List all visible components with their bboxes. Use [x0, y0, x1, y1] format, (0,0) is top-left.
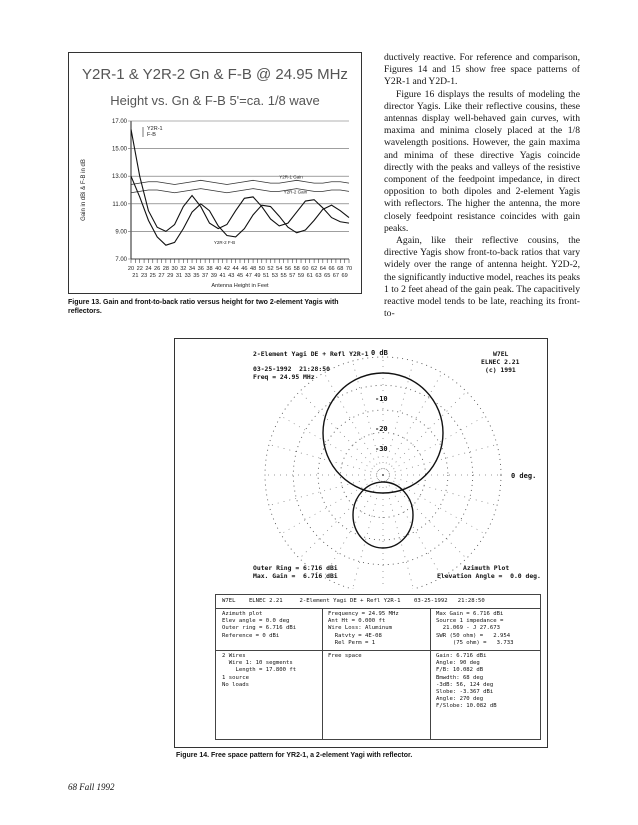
ring-label: -10 [375, 395, 388, 403]
paragraph-3-text: Again, like their reflective cousins, the directive Yagis show front-to-back ratios that vary widely over the range of antenna height. Y2D-2, the significantly inductive model, reaches its peaks 1 to 2 feet ahead of the gain peak. The capacitively reactive model tends to be late, reaching its front-to- [384, 235, 580, 320]
table-gain-info: Max Gain = 6.716 dBi Source 1 impedance = 21.069 - J 27.673 SWR (50 ohm) = 2.954 (75 ohm) = 3.733 [436, 611, 514, 646]
table-divider-v2 [430, 608, 431, 739]
plot-frequency: Freq = 24.95 MHz [253, 373, 315, 381]
series-line [131, 176, 349, 245]
plot-copyright: (c) 1991 [485, 366, 516, 374]
x-tick-label: 69 [341, 273, 348, 279]
figure-14-azimuth-plot [174, 338, 548, 748]
x-tick-label: 45 [236, 273, 244, 279]
plot-date: 03-25-1992 21:28:50 [253, 365, 330, 373]
y-tick-label: 11.00 [112, 201, 127, 208]
x-tick-label: 60 [302, 266, 309, 272]
x-tick-label: 58 [293, 266, 300, 272]
grid-radial [383, 475, 485, 534]
max-gain-label: Max. Gain = 6.716 dBi [253, 572, 338, 580]
series-label: Y2R-2 F-B [213, 239, 236, 245]
plot-type-label: Azimuth Plot [463, 564, 510, 572]
x-tick-label: 23 [140, 273, 148, 279]
x-tick-label: 64 [319, 266, 326, 272]
series-line [131, 180, 349, 184]
series-line [131, 129, 349, 231]
x-tick-label: 32 [180, 266, 187, 272]
x-tick-label: 56 [284, 266, 292, 272]
plot-software: ELNEC 2.21 [481, 358, 520, 366]
grid-radial [383, 416, 485, 475]
x-axis-label: Antenna Height in Feet [211, 283, 269, 289]
ring-label: -20 [375, 425, 388, 433]
y-tick-label: 17.00 [111, 119, 127, 125]
results-table [215, 594, 541, 740]
plot-title: 2-Element Yagi DE + Refl Y2R-1 [253, 350, 369, 358]
figure-13-chart [68, 52, 362, 294]
outer-ring-label: Outer Ring = 6.716 dBi [253, 564, 338, 572]
angle-label: 0 deg. [511, 472, 537, 480]
x-tick-label: 20 [127, 266, 135, 272]
grid-radial [281, 416, 383, 475]
x-tick-label: 22 [136, 266, 143, 272]
y-tick-label: 13.00 [111, 174, 127, 181]
ring-label: 0 dB [371, 349, 388, 357]
series-label: Y2R-1 Gain [279, 174, 303, 180]
figure-13-svg [69, 53, 361, 293]
series-label: Y2R-2 Gain [283, 189, 308, 195]
x-tick-label: 43 [228, 273, 235, 279]
grid-ring [265, 357, 501, 589]
grid-radial [300, 475, 383, 558]
grid-radial [300, 392, 383, 475]
y-tick-label: 9.00 [115, 229, 127, 236]
x-tick-label: 24 [145, 266, 152, 272]
series-line [131, 189, 349, 193]
grid-radial [383, 361, 414, 475]
x-tick-label: 36 [197, 266, 204, 272]
x-tick-label: 38 [206, 266, 213, 272]
x-tick-label: 34 [188, 266, 196, 272]
x-tick-label: 62 [311, 266, 318, 272]
table-frequency-info: Frequency = 24.95 MHz Ant Ht = 0.000 ft Wire Loss: Aluminum Ratvty = 4E-08 Rel Perm = 1 [328, 611, 399, 646]
grid-radial [383, 475, 466, 558]
ring-label: -30 [375, 445, 388, 453]
table-ground-info: Free space [328, 653, 362, 659]
x-tick-label: 39 [210, 273, 217, 279]
table-wire-info: 2 Wires Wire 1: 10 segments Length = 17.800 ft 1 source No loads [222, 653, 297, 688]
figure-13-caption: Figure 13. Gain and front-to-back ratio versus height for two 2-element Yagis with reflectors. [68, 299, 339, 315]
x-tick-label: 47 [245, 273, 252, 279]
x-tick-label: 61 [306, 273, 313, 279]
x-tick-label: 44 [232, 266, 239, 272]
paragraph-2-text: Figure 16 displays the results of modeling the director Yagis. Like their reflective cousins, these antennas display well-behaved gain curves, with maxima and minima closely placed at the 1/8 wavelength positions. However, the gain maxima and minima of these directive Yagis coincide directly with the peaks and valleys of the resistive component of the feedpoint impedance, in direct opposition to both dipoles and 2-element Yagis with reflectors. The higher the antenna, the more closely feedpoint resistance coincides with gain peaks. [384, 88, 580, 234]
x-tick-label: 35 [193, 273, 200, 279]
x-tick-label: 41 [219, 273, 226, 279]
grid-radial [324, 373, 383, 475]
figure-14-caption: Figure 14. Free space pattern for YR2-1, a 2-element Yagi with reflector. [176, 752, 413, 759]
x-tick-label: 40 [215, 266, 222, 272]
grid-radial [383, 475, 442, 577]
x-tick-label: 25 [149, 273, 156, 279]
plot-author: W7EL [493, 350, 509, 358]
table-divider-v1 [322, 608, 323, 739]
grid-radial [352, 361, 383, 475]
x-tick-label: 68 [337, 266, 344, 272]
legend-entry: F-B [147, 132, 156, 138]
x-tick-label: 30 [171, 266, 178, 272]
page-footer: 68 Fall 1992 [68, 782, 115, 792]
x-tick-label: 57 [289, 273, 296, 279]
paragraph-1 [384, 52, 580, 89]
x-tick-label: 21 [132, 273, 139, 279]
polar-plot-svg [175, 339, 547, 589]
x-tick-label: 26 [154, 266, 161, 272]
chart-title: Y2R-1 & Y2R-2 Gn & F-B @ 24.95 MHz [82, 66, 348, 83]
x-tick-label: 70 [345, 266, 353, 272]
x-tick-label: 67 [332, 273, 340, 279]
grid-radial [383, 444, 497, 475]
x-tick-label: 46 [241, 266, 248, 272]
x-tick-label: 28 [162, 266, 169, 272]
x-tick-label: 52 [267, 266, 274, 272]
grid-radial [269, 444, 383, 475]
grid-radial [383, 373, 442, 475]
table-header: W7EL ELNEC 2.21 2-Element Yagi DE + Refl Y2R-1 03-25-1992 21:28:50 [222, 598, 485, 604]
table-pattern-info: Gain: 6.716 dBi Angle: 90 deg F/B: 10.082 dB Bmwdth: 68 deg -3dB: 56, 124 deg Slobe: -3.367 dBi Angle: 270 deg F/Slobe: 10.082 dB [436, 653, 497, 710]
x-tick-label: 65 [324, 273, 331, 279]
table-plot-info: Azimuth plot Elev angle = 0.0 deg Outer ring = 6.716 dBi Reference = 0 dBi [222, 611, 297, 639]
paragraph-1-text: ductively reactive. For reference and comparison, Figures 14 and 15 show free space patterns of Y2R-1 and Y2D-1. [384, 52, 580, 88]
paragraph-2 [384, 89, 580, 235]
x-tick-label: 27 [158, 273, 165, 279]
x-tick-label: 37 [202, 273, 209, 279]
table-divider-top [216, 608, 540, 609]
y-axis-label: Gain in dBi & F-B in dB [81, 159, 87, 221]
table-divider-mid [216, 650, 540, 651]
grid-radial [281, 475, 383, 534]
y-tick-label: 15.00 [111, 146, 127, 153]
x-tick-label: 51 [263, 273, 270, 279]
x-tick-label: 63 [315, 273, 322, 279]
pattern-back-lobe [353, 482, 413, 548]
grid-radial [324, 475, 383, 577]
x-tick-label: 33 [184, 273, 191, 279]
x-tick-label: 54 [276, 266, 283, 272]
grid-radial [383, 392, 466, 475]
x-tick-label: 50 [258, 266, 265, 272]
x-tick-label: 59 [297, 273, 305, 279]
paragraph-3 [384, 235, 580, 320]
x-tick-label: 55 [280, 273, 287, 279]
x-tick-label: 66 [328, 266, 335, 272]
x-tick-label: 53 [271, 273, 278, 279]
chart-subtitle: Height vs. Gn & F-B 5'=ca. 1/8 wave [110, 93, 320, 108]
article-text-column [384, 52, 580, 320]
y-tick-label: 7.00 [115, 257, 127, 263]
x-tick-label: 48 [249, 266, 257, 272]
legend-entry: Y2R-1 [147, 126, 163, 132]
elevation-angle-label: Elevation Angle = 0.0 deg. [437, 572, 541, 580]
x-tick-label: 31 [175, 273, 183, 279]
x-tick-label: 29 [167, 273, 174, 279]
x-tick-label: 42 [223, 266, 231, 272]
x-tick-label: 49 [254, 273, 261, 279]
